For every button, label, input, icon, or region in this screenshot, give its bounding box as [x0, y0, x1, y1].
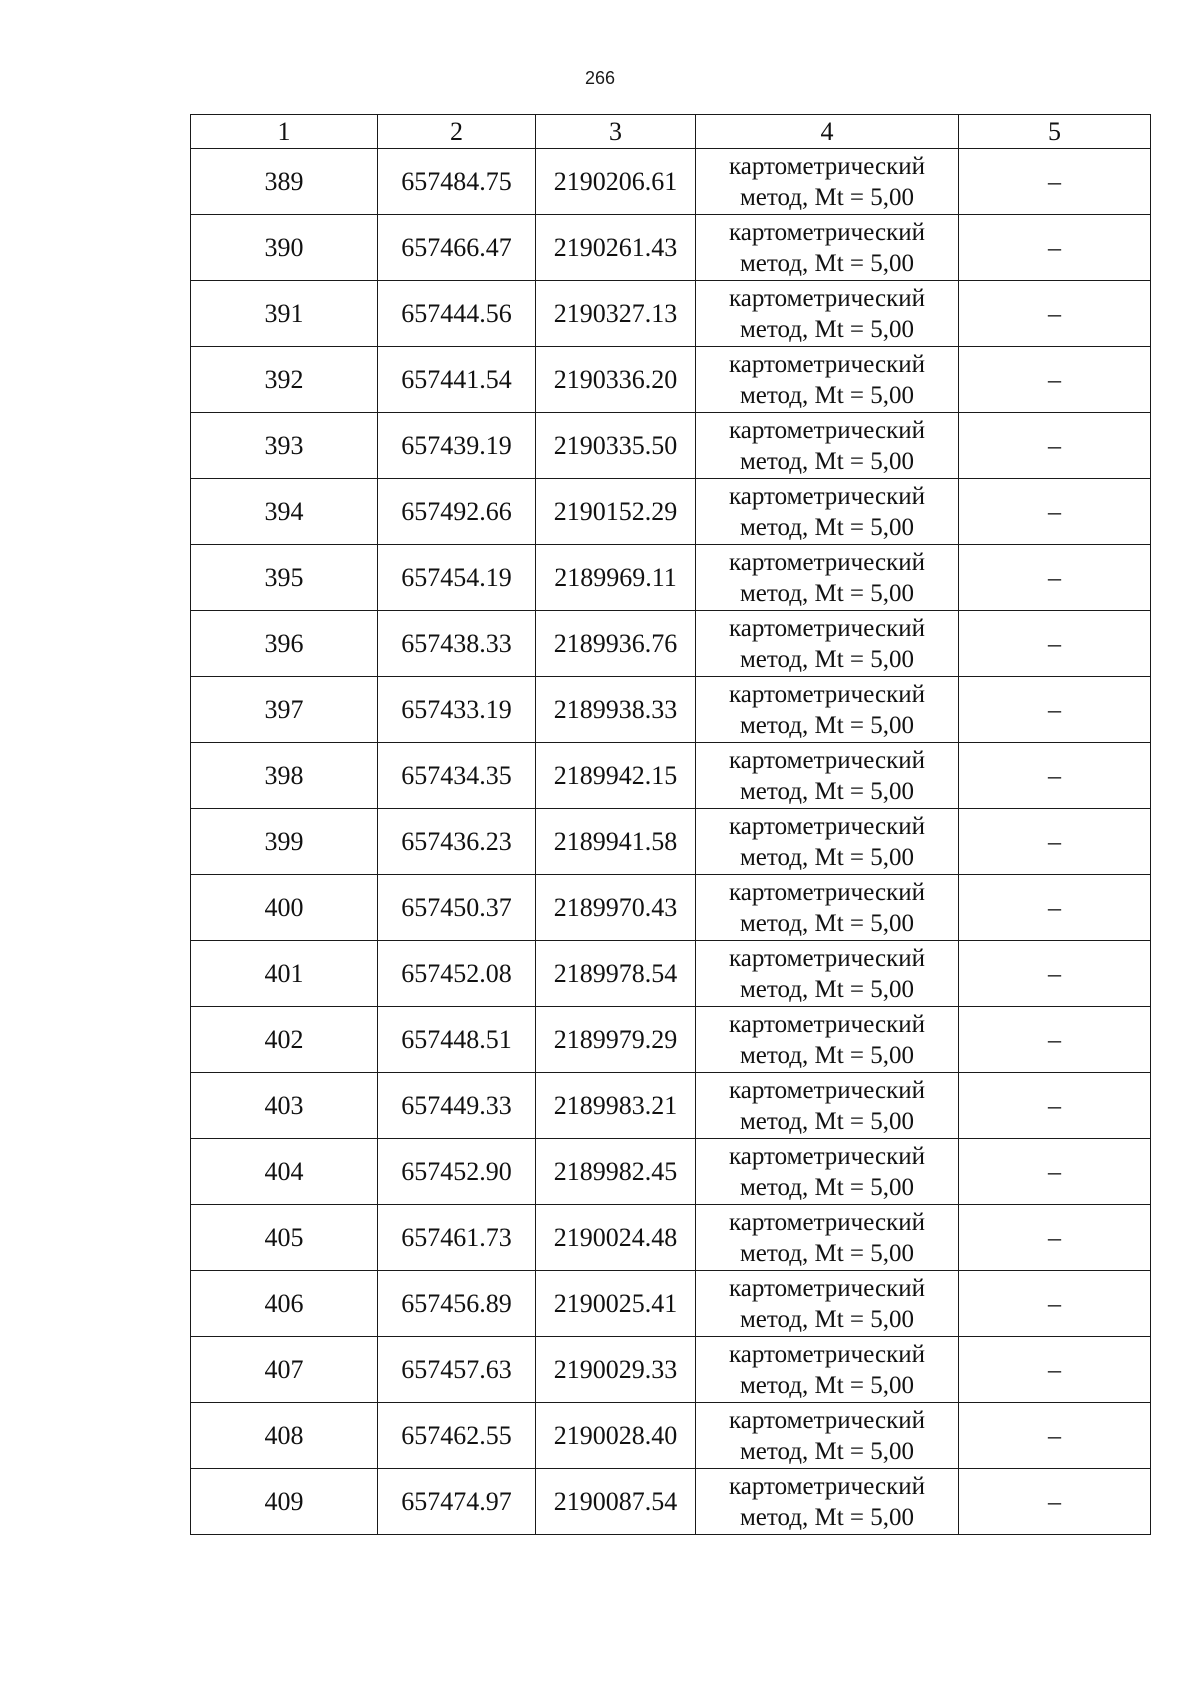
method-cell — [696, 677, 959, 743]
note-cell: – — [959, 1337, 1151, 1403]
point-number-cell: 395 — [191, 545, 378, 611]
method-line-1: картометрический — [729, 944, 925, 972]
method-cell — [696, 1337, 959, 1403]
point-number-cell: 391 — [191, 281, 378, 347]
method-cell — [696, 1205, 959, 1271]
x-coordinate-cell: 657448.51 — [378, 1007, 536, 1073]
table-row — [191, 1403, 1151, 1469]
x-coordinate-cell: 657474.97 — [378, 1469, 536, 1535]
method-line-2: метод, Mt = 5,00 — [739, 645, 915, 673]
table-row — [191, 875, 1151, 941]
note-cell: – — [959, 809, 1151, 875]
method-line-2: метод, Mt = 5,00 — [739, 315, 915, 343]
method-cell — [696, 809, 959, 875]
method-line-2: метод, Mt = 5,00 — [739, 777, 915, 805]
y-coordinate-cell: 2189983.21 — [536, 1073, 696, 1139]
method-cell — [696, 413, 959, 479]
point-number-cell: 392 — [191, 347, 378, 413]
table-row — [191, 1469, 1151, 1535]
y-coordinate-cell: 2190335.50 — [536, 413, 696, 479]
x-coordinate-cell: 657434.35 — [378, 743, 536, 809]
point-number-cell: 399 — [191, 809, 378, 875]
method-line-1: картометрический — [729, 1274, 925, 1302]
point-number-cell: 396 — [191, 611, 378, 677]
note-cell: – — [959, 941, 1151, 1007]
method-cell — [696, 149, 959, 215]
method-line-1: картометрический — [729, 416, 925, 444]
x-coordinate-cell: 657462.55 — [378, 1403, 536, 1469]
point-number-cell: 404 — [191, 1139, 378, 1205]
x-coordinate-cell: 657484.75 — [378, 149, 536, 215]
table-row — [191, 1139, 1151, 1205]
note-cell: – — [959, 413, 1151, 479]
table-row — [191, 149, 1151, 215]
table-row — [191, 1271, 1151, 1337]
header-col-4: 4 — [696, 115, 959, 149]
method-line-1: картометрический — [729, 614, 925, 642]
y-coordinate-cell: 2190152.29 — [536, 479, 696, 545]
method-cell — [696, 875, 959, 941]
x-coordinate-cell: 657438.33 — [378, 611, 536, 677]
method-cell — [696, 1403, 959, 1469]
method-line-2: метод, Mt = 5,00 — [739, 447, 915, 475]
y-coordinate-cell: 2189979.29 — [536, 1007, 696, 1073]
table-row — [191, 677, 1151, 743]
note-cell: – — [959, 479, 1151, 545]
y-coordinate-cell: 2189942.15 — [536, 743, 696, 809]
note-cell: – — [959, 1139, 1151, 1205]
method-line-2: метод, Mt = 5,00 — [739, 909, 915, 937]
y-coordinate-cell: 2190029.33 — [536, 1337, 696, 1403]
table-row — [191, 215, 1151, 281]
method-line-2: метод, Mt = 5,00 — [739, 249, 915, 277]
point-number-cell: 390 — [191, 215, 378, 281]
y-coordinate-cell: 2189938.33 — [536, 677, 696, 743]
method-line-1: картометрический — [729, 1208, 925, 1236]
method-cell — [696, 545, 959, 611]
method-line-1: картометрический — [729, 1472, 925, 1500]
point-number-cell: 405 — [191, 1205, 378, 1271]
point-number-cell: 409 — [191, 1469, 378, 1535]
note-cell: – — [959, 149, 1151, 215]
table-row — [191, 1337, 1151, 1403]
note-cell: – — [959, 1469, 1151, 1535]
method-cell — [696, 347, 959, 413]
x-coordinate-cell: 657461.73 — [378, 1205, 536, 1271]
x-coordinate-cell: 657439.19 — [378, 413, 536, 479]
note-cell: – — [959, 1271, 1151, 1337]
method-line-1: картометрический — [729, 1340, 925, 1368]
method-line-2: метод, Mt = 5,00 — [739, 183, 915, 211]
table-row — [191, 1007, 1151, 1073]
method-line-2: метод, Mt = 5,00 — [739, 1503, 915, 1531]
method-line-1: картометрический — [729, 284, 925, 312]
x-coordinate-cell: 657454.19 — [378, 545, 536, 611]
table-row — [191, 743, 1151, 809]
method-line-2: метод, Mt = 5,00 — [739, 579, 915, 607]
method-line-2: метод, Mt = 5,00 — [739, 711, 915, 739]
note-cell: – — [959, 611, 1151, 677]
note-cell: – — [959, 545, 1151, 611]
method-line-1: картометрический — [729, 746, 925, 774]
note-cell: – — [959, 677, 1151, 743]
method-line-1: картометрический — [729, 1010, 925, 1038]
note-cell: – — [959, 215, 1151, 281]
x-coordinate-cell: 657450.37 — [378, 875, 536, 941]
header-row — [191, 115, 1151, 149]
method-cell — [696, 743, 959, 809]
note-cell: – — [959, 875, 1151, 941]
y-coordinate-cell: 2190261.43 — [536, 215, 696, 281]
note-cell: – — [959, 1073, 1151, 1139]
note-cell: – — [959, 1205, 1151, 1271]
point-number-cell: 389 — [191, 149, 378, 215]
method-cell — [696, 611, 959, 677]
table-row — [191, 1205, 1151, 1271]
header-col-5: 5 — [959, 115, 1151, 149]
point-number-cell: 406 — [191, 1271, 378, 1337]
method-line-1: картометрический — [729, 878, 925, 906]
y-coordinate-cell: 2189978.54 — [536, 941, 696, 1007]
x-coordinate-cell: 657492.66 — [378, 479, 536, 545]
table-body — [191, 149, 1151, 1535]
table-row — [191, 281, 1151, 347]
method-cell — [696, 1469, 959, 1535]
header-col-3: 3 — [536, 115, 696, 149]
y-coordinate-cell: 2190024.48 — [536, 1205, 696, 1271]
method-line-1: картометрический — [729, 680, 925, 708]
point-number-cell: 397 — [191, 677, 378, 743]
point-number-cell: 394 — [191, 479, 378, 545]
point-number-cell: 401 — [191, 941, 378, 1007]
y-coordinate-cell: 2190336.20 — [536, 347, 696, 413]
y-coordinate-cell: 2189969.11 — [536, 545, 696, 611]
header-col-2: 2 — [378, 115, 536, 149]
method-line-2: метод, Mt = 5,00 — [739, 1305, 915, 1333]
point-number-cell: 402 — [191, 1007, 378, 1073]
table-header — [191, 115, 1151, 149]
x-coordinate-cell: 657452.08 — [378, 941, 536, 1007]
note-cell: – — [959, 281, 1151, 347]
note-cell: – — [959, 1403, 1151, 1469]
method-line-2: метод, Mt = 5,00 — [739, 1437, 915, 1465]
method-line-1: картометрический — [729, 350, 925, 378]
method-line-1: картометрический — [729, 482, 925, 510]
method-line-2: метод, Mt = 5,00 — [739, 843, 915, 871]
x-coordinate-cell: 657436.23 — [378, 809, 536, 875]
note-cell: – — [959, 743, 1151, 809]
y-coordinate-cell: 2189970.43 — [536, 875, 696, 941]
method-cell — [696, 479, 959, 545]
method-line-2: метод, Mt = 5,00 — [739, 1239, 915, 1267]
method-cell — [696, 1007, 959, 1073]
table-row — [191, 545, 1151, 611]
y-coordinate-cell: 2189936.76 — [536, 611, 696, 677]
method-cell — [696, 281, 959, 347]
note-cell: – — [959, 347, 1151, 413]
header-col-1: 1 — [191, 115, 378, 149]
point-number-cell: 400 — [191, 875, 378, 941]
x-coordinate-cell: 657444.56 — [378, 281, 536, 347]
method-cell — [696, 1139, 959, 1205]
point-number-cell: 403 — [191, 1073, 378, 1139]
method-line-2: метод, Mt = 5,00 — [739, 975, 915, 1003]
table-row — [191, 479, 1151, 545]
x-coordinate-cell: 657433.19 — [378, 677, 536, 743]
point-number-cell: 407 — [191, 1337, 378, 1403]
point-number-cell: 408 — [191, 1403, 378, 1469]
method-cell — [696, 215, 959, 281]
method-cell — [696, 1271, 959, 1337]
y-coordinate-cell: 2190025.41 — [536, 1271, 696, 1337]
table-row — [191, 413, 1151, 479]
coordinates-table-container — [190, 114, 1150, 1535]
method-line-2: метод, Mt = 5,00 — [739, 381, 915, 409]
method-cell — [696, 1073, 959, 1139]
method-line-1: картометрический — [729, 1076, 925, 1104]
method-line-1: картометрический — [729, 812, 925, 840]
x-coordinate-cell: 657449.33 — [378, 1073, 536, 1139]
method-line-2: метод, Mt = 5,00 — [739, 1107, 915, 1135]
method-line-2: метод, Mt = 5,00 — [739, 1371, 915, 1399]
x-coordinate-cell: 657452.90 — [378, 1139, 536, 1205]
table-row — [191, 1073, 1151, 1139]
method-line-1: картометрический — [729, 152, 925, 180]
y-coordinate-cell: 2189941.58 — [536, 809, 696, 875]
point-number-cell: 393 — [191, 413, 378, 479]
page-number: 266 — [584, 68, 616, 88]
x-coordinate-cell: 657456.89 — [378, 1271, 536, 1337]
table-row — [191, 941, 1151, 1007]
y-coordinate-cell: 2190028.40 — [536, 1403, 696, 1469]
y-coordinate-cell: 2190206.61 — [536, 149, 696, 215]
x-coordinate-cell: 657466.47 — [378, 215, 536, 281]
method-line-1: картометрический — [729, 218, 925, 246]
method-line-1: картометрический — [729, 548, 925, 576]
table-row — [191, 809, 1151, 875]
y-coordinate-cell: 2189982.45 — [536, 1139, 696, 1205]
x-coordinate-cell: 657457.63 — [378, 1337, 536, 1403]
table-row — [191, 611, 1151, 677]
point-number-cell: 398 — [191, 743, 378, 809]
method-line-1: картометрический — [729, 1142, 925, 1170]
method-line-1: картометрический — [729, 1406, 925, 1434]
x-coordinate-cell: 657441.54 — [378, 347, 536, 413]
coordinates-table — [190, 114, 1151, 1535]
method-line-2: метод, Mt = 5,00 — [739, 513, 915, 541]
y-coordinate-cell: 2190087.54 — [536, 1469, 696, 1535]
method-line-2: метод, Mt = 5,00 — [739, 1173, 915, 1201]
note-cell: – — [959, 1007, 1151, 1073]
method-cell — [696, 941, 959, 1007]
y-coordinate-cell: 2190327.13 — [536, 281, 696, 347]
method-line-2: метод, Mt = 5,00 — [739, 1041, 915, 1069]
table-row — [191, 347, 1151, 413]
